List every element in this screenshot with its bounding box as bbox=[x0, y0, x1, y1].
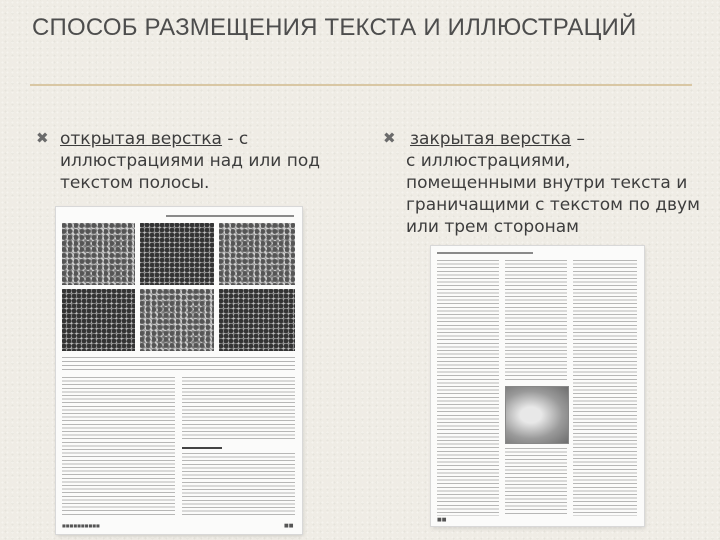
slide-title: СПОСОБ РАЗМЕЩЕНИЯ ТЕКСТА И ИЛЛЮСТРАЦИЙ bbox=[32, 14, 637, 41]
x-bullet-icon: ✖ bbox=[383, 129, 396, 147]
term-open-layout: открытая верстка bbox=[60, 129, 222, 149]
closed-layout-description: с иллюстрациями, помещенными внутри текста и граничащими с текстом по двум или трем сторонам bbox=[406, 151, 700, 237]
title-divider bbox=[30, 84, 692, 86]
term-dash: – bbox=[571, 129, 585, 149]
open-layout-page-image: ■■■■■■■■■■ ■■ bbox=[56, 207, 302, 534]
closed-layout-page-image: ■■ bbox=[431, 246, 644, 526]
term-closed-layout: закрытая верстка bbox=[410, 129, 572, 149]
x-bullet-icon: ✖ bbox=[36, 129, 49, 147]
bullet-open-layout bbox=[60, 128, 360, 194]
open-layout-description: - с иллюстрациями над или под текстом полосы. bbox=[60, 129, 320, 193]
bullet-closed-layout bbox=[406, 128, 706, 238]
